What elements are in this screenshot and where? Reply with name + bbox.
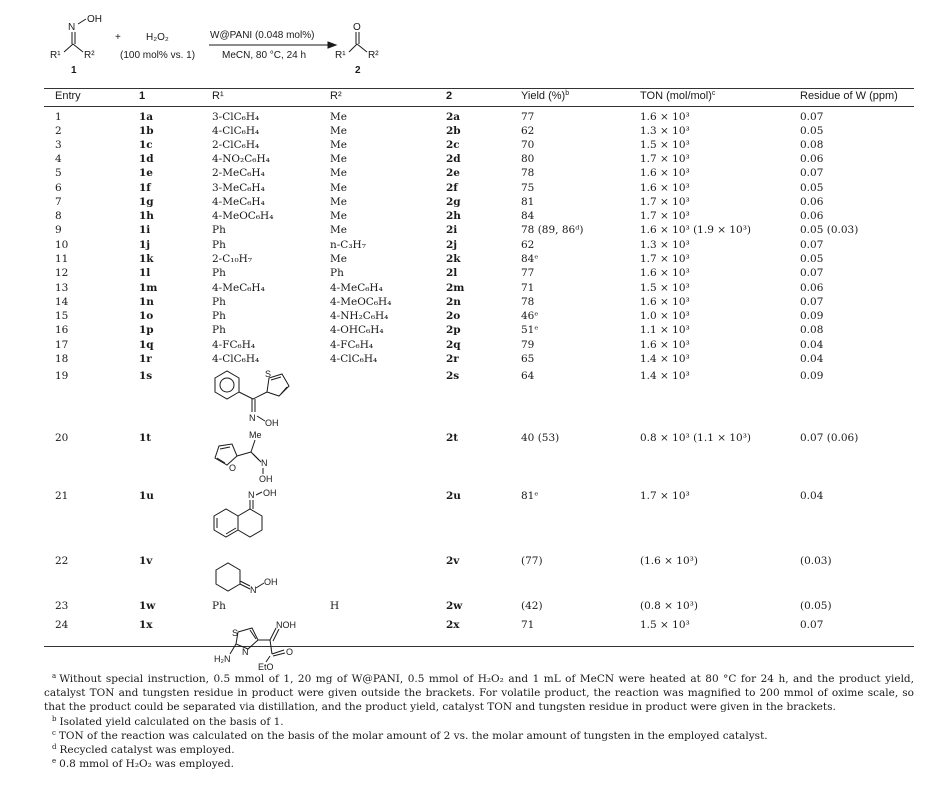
structure-tetralone-oxime [208, 488, 298, 546]
ketone-product-structure [335, 22, 379, 76]
svg-text:O: O [229, 463, 237, 473]
arrow-head-icon [328, 42, 336, 48]
footnote-d: $^d$ Recycled catalyst was employed. [52, 743, 235, 757]
scheme-r1-reactant: R¹ [50, 50, 61, 61]
svg-text:Me: Me [249, 430, 262, 440]
structure-furyl-oxime [205, 428, 295, 484]
table-header-rule [44, 106, 914, 107]
svg-text:O: O [286, 647, 294, 657]
header-substrate: 1 [139, 90, 146, 102]
oxime-reactant-structure [50, 14, 102, 76]
structure-phenyl-thienyl-oxime [205, 366, 315, 428]
scheme-n: N [68, 22, 76, 33]
header-r2: R² [330, 90, 342, 102]
svg-text:S: S [232, 628, 239, 638]
footnote-c: $^c$ TON of the reaction was calculated on the basis of the molar amount of 2 vs. the molar amount of tungsten in the employed catalyst. [52, 728, 768, 742]
svg-text:N: N [250, 585, 257, 594]
scheme-o: O [353, 22, 361, 33]
plus-sign: + [115, 32, 121, 43]
header-yield: Yield (%)$^b$ [521, 90, 570, 102]
scheme-r2-product: R² [368, 50, 379, 61]
oxidant-amount: (100 mol% vs. 1) [120, 50, 196, 61]
footnote-a: $^a$ Without special instruction, 0.5 mmol of 1, 20 mg of W@PANI, 0.5 mmol of H₂O₂ and 1 mL of MeCN were heated at 80 °C for 24 h, and the product yield, catalyst TON and tungsten residue in product were given outside the brackets. For volatile product, the reaction was magnified to 200 mmol of oxime scale, so that the product could be separated via distillation, and the product yield, catalyst TON and tungsten residue in product were given in the brackets. [44, 672, 914, 714]
scheme-oh: OH [87, 14, 102, 25]
svg-text:OH: OH [259, 474, 273, 484]
conditions-label: MeCN, 80 °C, 24 h [222, 50, 307, 61]
scheme-r2-reactant: R² [84, 50, 95, 61]
svg-text:OH: OH [265, 418, 279, 428]
catalyst-label: W@PANI (0.048 mol%) [210, 30, 315, 41]
header-residue: Residue of W (ppm) [800, 90, 898, 102]
structure-cyclohexanone-oxime [210, 558, 300, 594]
svg-text:OH: OH [263, 488, 277, 498]
reactant-label: 1 [71, 65, 77, 76]
header-r1: R¹ [212, 90, 224, 102]
table-bottom-rule [44, 646, 914, 647]
header-entry: Entry [55, 90, 81, 102]
table-top-rule [44, 88, 914, 89]
footnote-b: $^b$ Isolated yield calculated on the basis of 1. [52, 714, 284, 728]
svg-text:N: N [249, 413, 256, 423]
svg-text:S: S [265, 369, 272, 379]
reaction-scheme [0, 0, 937, 82]
table-footnotes [44, 672, 914, 771]
svg-text:N: N [248, 490, 255, 500]
oxidant-label: H₂O₂ [146, 32, 169, 43]
svg-text:OH: OH [264, 577, 278, 587]
header-ton: TON $(mol/mol)^c$ [640, 90, 716, 102]
svg-text:EtO: EtO [258, 662, 274, 672]
footnote-e: $^e$ 0.8 mmol of H₂O₂ was employed. [52, 757, 234, 771]
svg-text:N: N [261, 458, 268, 468]
scheme-r1-product: R¹ [335, 50, 346, 61]
svg-text:N: N [242, 647, 249, 657]
svg-text:NOH: NOH [276, 620, 296, 630]
structure-aminothiazole-oxime [212, 618, 312, 672]
svg-text:H₂N: H₂N [214, 654, 231, 664]
header-product: 2 [446, 90, 453, 102]
product-label: 2 [355, 65, 361, 76]
